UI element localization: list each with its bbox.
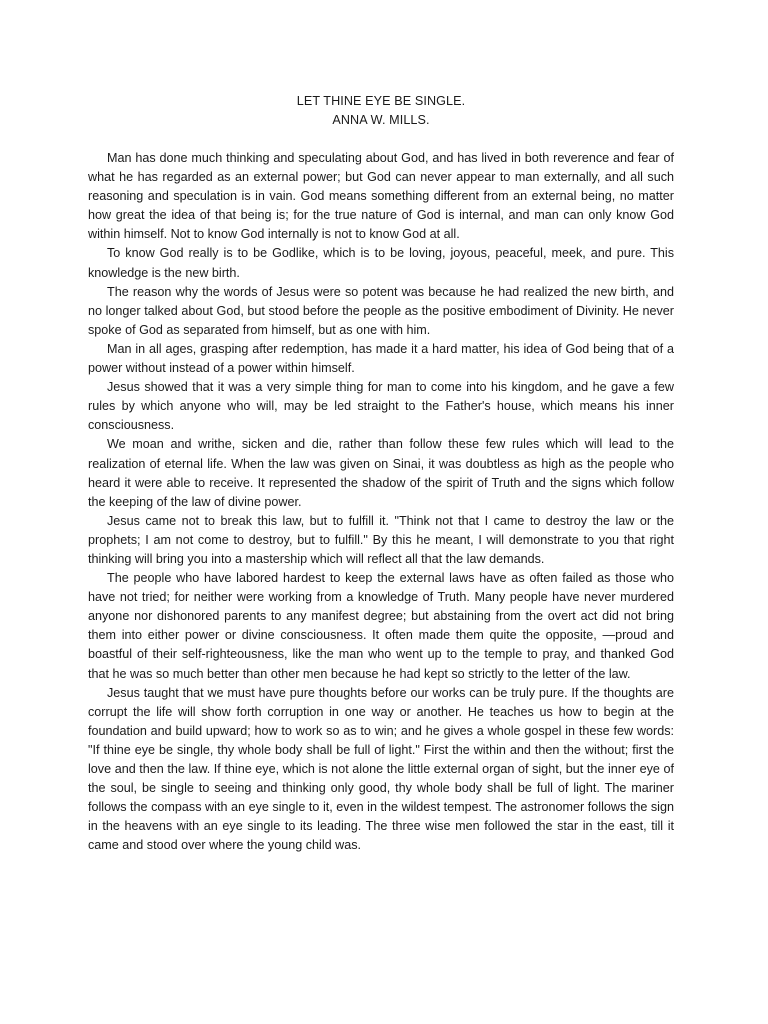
document-title: LET THINE EYE BE SINGLE. [296, 94, 466, 108]
paragraph: Jesus showed that it was a very simple thing for man to come into his kingdom, and he gave a few rules by which anyone who will, may be led straight to the Father's house, which means his inner consciousness. [88, 380, 674, 433]
paragraph: Jesus taught that we must have pure thoughts before our works can be truly pure. If the thoughts are corrupt the life will show forth corruption in one way or another. He teaches us how to begin at the foundation and build upward; how to work so as to win; and he gives a whole gospel in these few words: "If thine eye be single, thy whole body shall be full of light." First the within and then the without; first the love and then the law. If thine eye, which is not alone the little external organ of sight, but the inner eye of the soul, be single to seeing and thinking only good, thy whole body shall be full of light. The mariner follows the compass with an eye single to it, even in the wildest tempest. The astronomer follows the sign in the heavens with an eye single to its leading. The three wise men followed the star in the east, till it came and stood over where the young child was. [88, 685, 674, 853]
body-text [88, 149, 674, 855]
paragraph: To know God really is to be Godlike, which is to be loving, joyous, peaceful, meek, and pure. This knowledge is the new birth. [88, 246, 674, 280]
paragraph: Jesus came not to break this law, but to fulfill it. "Think not that I came to destroy the law or the prophets; I am not come to destroy, but to fulfill." By this he meant, I will demonstrate to you that right thinking will bring you into a mastership which will reflect all that the law demands. [88, 513, 674, 566]
paragraph: The reason why the words of Jesus were so potent was because he had realized the new birth, and no longer talked about God, but stood before the people as the positive embodiment of Divinity. He never spoke of God as separated from himself, but as one with him. [88, 284, 674, 337]
document-author: ANNA W. MILLS. [332, 113, 430, 127]
paragraph: We moan and writhe, sicken and die, rather than follow these few rules which will lead to the realization of eternal life. When the law was given on Sinai, it was doubtless as high as the people who heard it were able to receive. It represented the shadow of the spirit of Truth and the signs which follow the keeping of the law of divine power. [88, 437, 674, 509]
paragraph: Man has done much thinking and speculating about God, and has lived in both reverence and fear of what he has regarded as an external power; but God can never appear to man externally, and all such reasoning and speculation is in vain. God means something different from an external being, no matter how great the idea of that being is; for the true nature of God is internal, and man can only know God within himself. Not to know God internally is not to know God at all. [88, 151, 674, 242]
document-page [88, 92, 674, 855]
title-block [88, 92, 674, 130]
paragraph: The people who have labored hardest to keep the external laws have as often failed as those who have not tried; for neither were working from a knowledge of Truth. Many people have never murdered anyone nor dishonored parents to any manifest degree; but abstaining from the overt act did not bring them into either power or divine consciousness. It often made them quite the opposite, —proud and boastful of their self-righteousness, like the man who went up to the temple to pray, and thanked God that he was so much better than other men because he had kept so strictly to the letter of the law. [88, 571, 674, 681]
paragraph: Man in all ages, grasping after redemption, has made it a hard matter, his idea of God being that of a power without instead of a power within himself. [88, 341, 674, 376]
